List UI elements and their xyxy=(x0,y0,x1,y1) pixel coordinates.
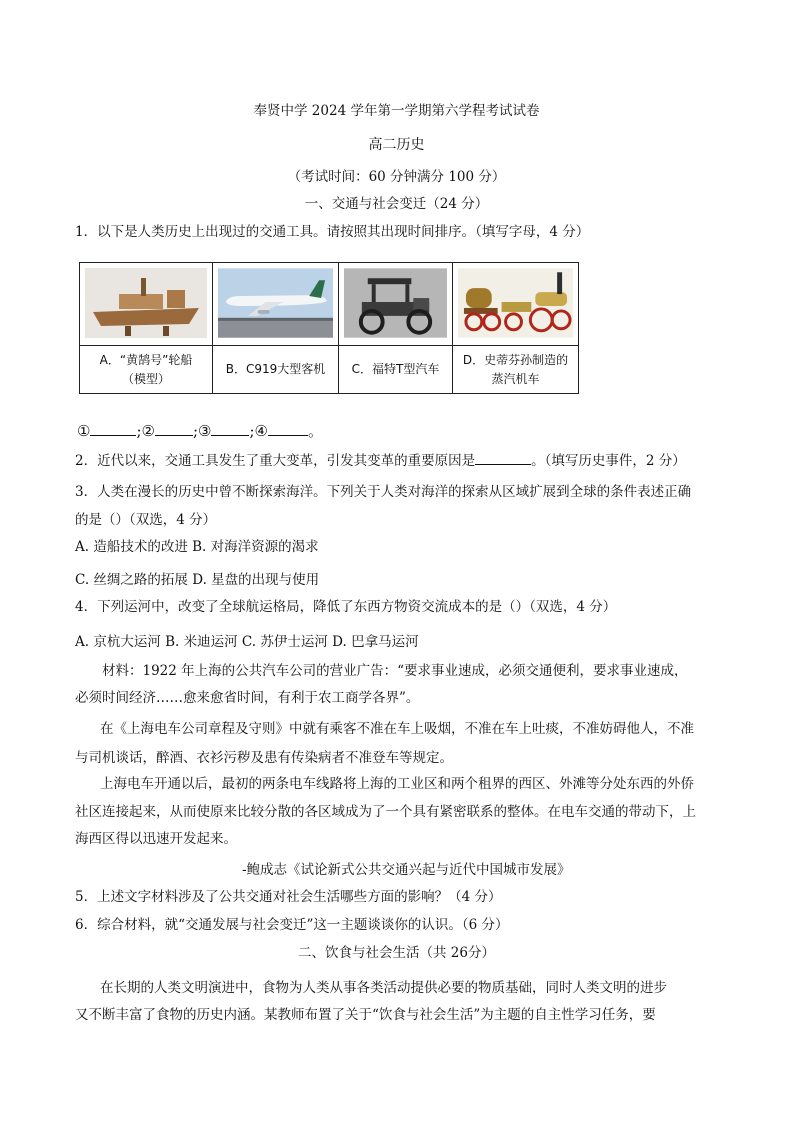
caption-d-line2: 蒸汽机车 xyxy=(491,372,540,386)
cell-airplane xyxy=(212,263,338,393)
order-answer-line: ① ;② ;③ ;④ 。 xyxy=(77,422,324,440)
material-3-line1: 上海电车开通以后，最初的两条电车线路将上海的工业区和两个租界的西区、外滩等分处东西的外侨 xyxy=(100,776,694,792)
order-mark-3: ③ xyxy=(198,422,212,440)
material-1-line2: 必须时间经济……愈来愈省时间，有利于农工商学各界”。 xyxy=(75,690,420,706)
question-2-blank[interactable] xyxy=(475,452,531,465)
question-3-line1: 3．人类在漫长的历史中曾不断探索海洋。下列关于人类对海洋的探索从区域扩展到全球的条件表述正确 xyxy=(75,484,692,500)
material-2-line2: 与司机谈话，醉酒、衣衫污秽及患有传染病者不准登车等规定。 xyxy=(75,750,453,766)
vehicle-image-table xyxy=(79,262,579,394)
steam-locomotive-image xyxy=(458,268,573,338)
cell-car xyxy=(338,263,452,393)
caption-a-line1: A．“黄鹄号”轮船 xyxy=(99,353,193,367)
question-4: 4．下列运河中，改变了全球航运格局，降低了东西方物资交流成本的是（）（双选，4 分） xyxy=(75,599,617,615)
order-mark-1: ① xyxy=(77,422,91,440)
question-6: 6．综合材料，就“交通发展与社会变迁”这一主题谈谈你的认识。（6 分） xyxy=(75,917,509,933)
question-3-line2: 的是（）（双选，4 分） xyxy=(75,512,217,528)
caption-a-line2: （模型） xyxy=(121,372,170,386)
order-mark-2: ② xyxy=(141,422,155,440)
exam-info: （考试时间：60 分钟满分 100 分） xyxy=(287,169,506,185)
section1-heading: 一、交通与社会变迁（24 分） xyxy=(304,196,489,212)
question-3-options-1: A. 造船技术的改进 B. 对海洋资源的渴求 xyxy=(75,539,319,555)
question-2-text: 2．近代以来，交通工具发生了重大变革，引发其变革的重要原因是 xyxy=(75,453,476,469)
question-3-options-2: C. 丝绸之路的拓展 D. 星盘的出现与使用 xyxy=(75,572,320,588)
order-blank-3[interactable] xyxy=(211,423,249,436)
material-source: -鲍成志《试论新式公共交通兴起与近代中国城市发展》 xyxy=(242,862,571,878)
section2-intro-line1: 在长期的人类文明演进中，食物为人类从事各类活动提供必要的物质基础，同时人类文明的进步 xyxy=(100,980,667,996)
cell-locomotive xyxy=(452,263,578,393)
subject-title: 高二历史 xyxy=(368,137,425,153)
order-blank-2[interactable] xyxy=(155,423,193,436)
order-blank-4[interactable] xyxy=(268,423,308,436)
question-4-options: A. 京杭大运河 B. 米迪运河 C. 苏伊士运河 D. 巴拿马运河 xyxy=(75,634,419,650)
exam-title: 奉贤中学 2024 学年第一学期第六学程考试试卷 xyxy=(253,103,540,119)
cell-ship xyxy=(80,263,212,393)
section2-intro-line2: 又不断丰富了食物的历史内涵。某教师布置了关于“饮食与社会生活”为主题的自主性学习任务，要 xyxy=(75,1007,656,1023)
material-2-line1: 在《上海电车公司章程及守则》中就有乘客不准在车上吸烟，不准在车上吐痰，不准妨碍他人，不准 xyxy=(100,721,694,737)
order-mark-4: ④ xyxy=(254,422,268,440)
caption-c: C．福特T型汽车 xyxy=(351,362,440,376)
ship-model-image xyxy=(85,268,207,338)
question-5: 5．上述文字材料涉及了公共交通对社会生活哪些方面的影响？（4 分） xyxy=(75,889,502,905)
material-1-line1: 材料：1922 年上海的公共汽车公司的营业广告：“要求事业速成，必须交通便利，要求事业速成， xyxy=(102,663,688,679)
section2-heading: 二、饮食与社会生活（共 26分） xyxy=(298,945,495,961)
ford-model-t-image xyxy=(344,268,447,338)
question-2 xyxy=(75,449,686,469)
question-1: 1．以下是人类历史上出现过的交通工具。请按照其出现时间排序。（填写字母，4 分） xyxy=(75,224,590,240)
caption-d-line1: D．史蒂芬孙制造的 xyxy=(462,353,569,367)
question-2-suffix: 。（填写历史事件，2 分） xyxy=(531,453,686,469)
material-3-line2: 社区连接起来，从而使原来比较分散的各区域成为了一个具有紧密联系的整体。在电车交通的带动下，上 xyxy=(75,804,696,820)
caption-b: B．C919大型客机 xyxy=(225,362,326,376)
order-blank-1[interactable] xyxy=(90,423,136,436)
c919-airplane-image xyxy=(218,268,333,338)
material-3-line3: 海西区得以迅速开发起来。 xyxy=(75,831,237,847)
